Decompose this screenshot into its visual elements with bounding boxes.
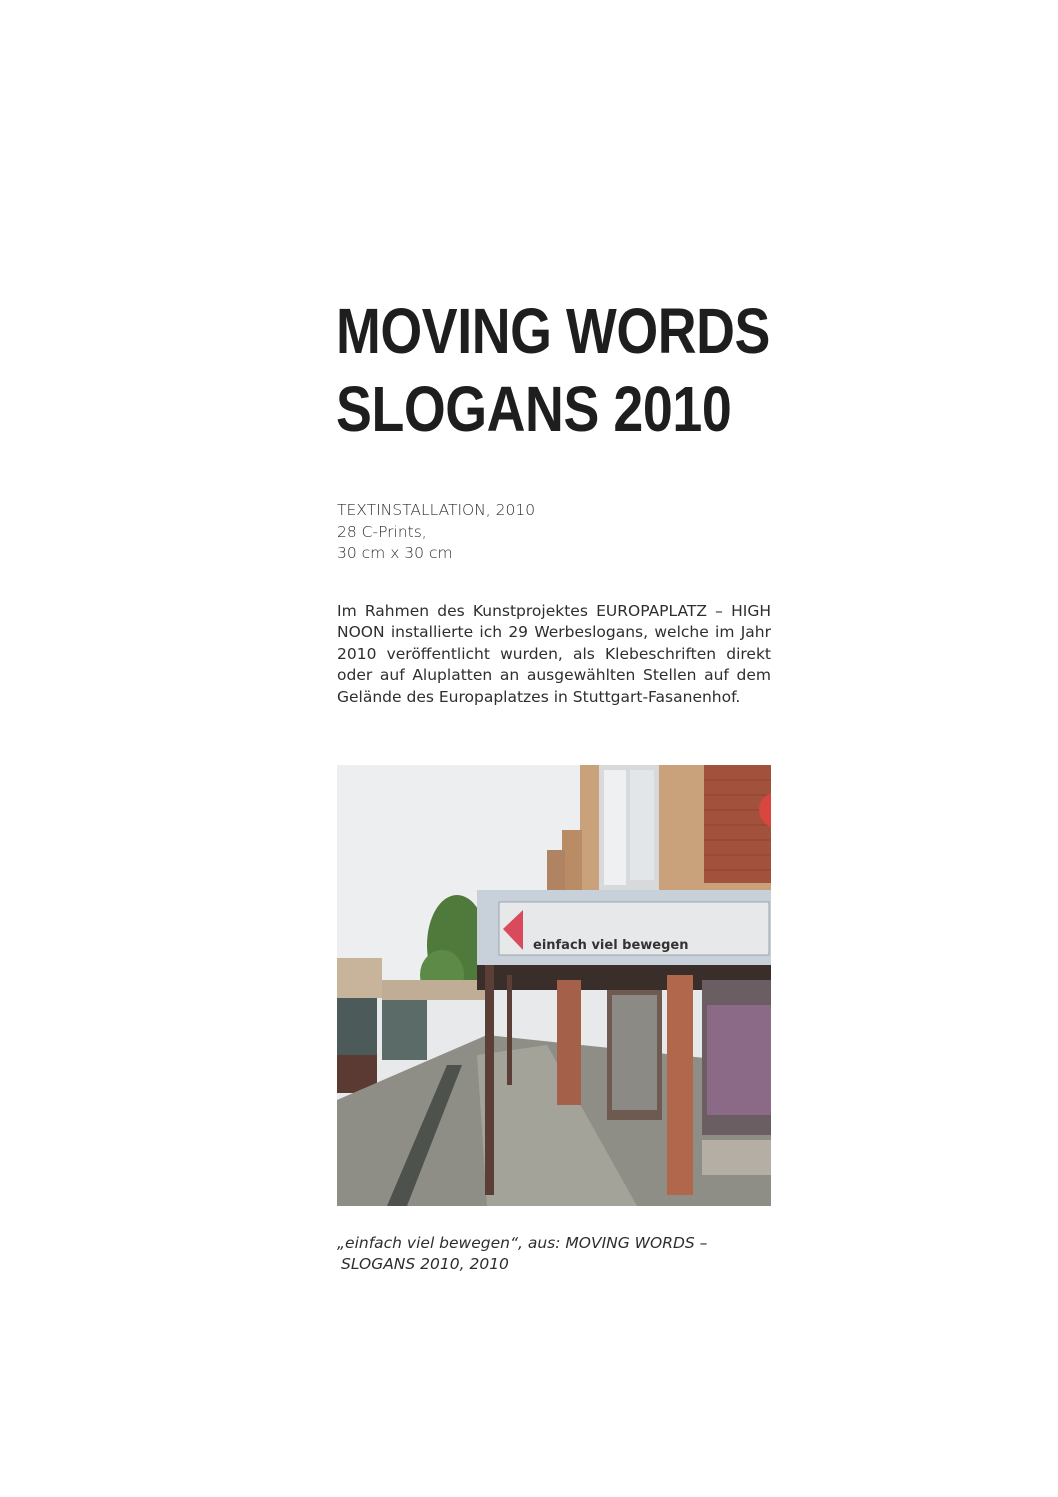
artwork-type: TEXTINSTALLATION, 2010 — [337, 501, 536, 519]
caption-line-2: SLOGANS 2010, 2010 — [341, 1255, 509, 1273]
artwork-photo — [337, 765, 771, 1206]
caption-line-1: „einfach viel bewegen“, aus: MOVING WORDS – — [337, 1234, 708, 1252]
sign-text: einfach viel bewegen — [533, 938, 689, 953]
page-title — [336, 292, 770, 448]
photo-caption — [337, 1233, 777, 1275]
description-paragraph: Im Rahmen des Kunstprojektes EUROPAPLATZ – HIGH NOON installierte ich 29 Werbeslogans, welche im Jahr 2010 veröffentlicht wurden, als Klebeschriften direkt oder auf Aluplatten an ausgewählten Stellen auf dem Gelände des Europaplatzes in Stuttgart-Fasanenhof. — [337, 601, 771, 706]
title-line-2: SLOGANS 2010 — [336, 373, 732, 445]
artwork-size: 30 cm x 30 cm — [337, 544, 453, 562]
title-line-1: MOVING WORDS — [336, 295, 770, 367]
arcade-photo-illustration — [337, 765, 771, 1206]
artwork-meta — [337, 500, 777, 565]
artwork-count: 28 C-Prints, — [337, 522, 427, 541]
